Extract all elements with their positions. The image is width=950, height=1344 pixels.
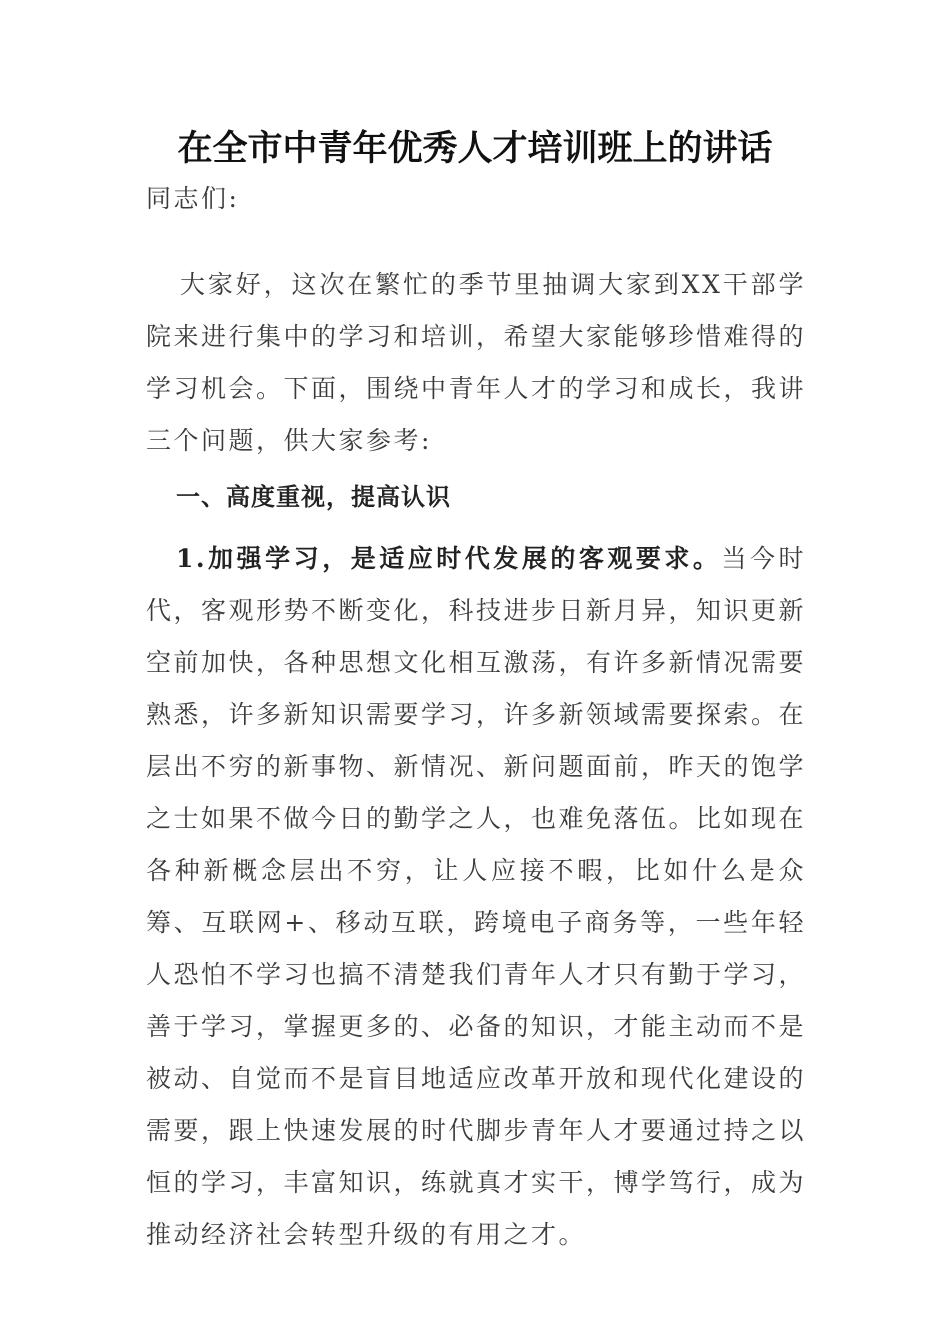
point-1-lead: 1.加强学习，是适应时代发展的客观要求。 xyxy=(176,544,722,573)
document-title: 在全市中青年优秀人才培训班上的讲话 xyxy=(177,128,773,169)
intro-paragraph: 大家好，这次在繁忙的季节里抽调大家到XX干部学院来进行集中的学习和培训，希望大家能够珍惜难得的学习机会。下面，围绕中青年人才的学习和成长，我讲三个问题，供大家参考: xyxy=(146,270,807,455)
greeting: 同志们: xyxy=(146,184,240,213)
section-heading: 一、高度重视，提高认识 xyxy=(176,483,451,511)
point-1-body: 当今时代，客观形势不断变化，科技进步日新月异，知识更新空前加快，各种思想文化相互激荡，有许多新情况需要熟悉，许多新知识需要学习，许多新领域需要探索。在层出不穷的新事物、新情况、新问题面前，昨天的饱学之士如果不做今日的勤学之人，也难免落伍。比如现在各种新概念层出不穷，让人应接不暇，比如什么是众筹、互联网+、移动互联，跨境电子商务等，一些年轻人恐怕不学习也搞不清楚我们青年人才只有勤于学习，善于学习，掌握更多的、必备的知识，才能主动而不是被动、自觉而不是盲目地适应改革开放和现代化建设的需要，跟上快速发展的时代脚步青年人才要通过持之以恒的学习，丰富知识，练就真才实干，博学笃行，成为推动经济社会转型升级的有用之才。 xyxy=(146,544,807,1249)
point-1-paragraph xyxy=(146,533,806,1261)
